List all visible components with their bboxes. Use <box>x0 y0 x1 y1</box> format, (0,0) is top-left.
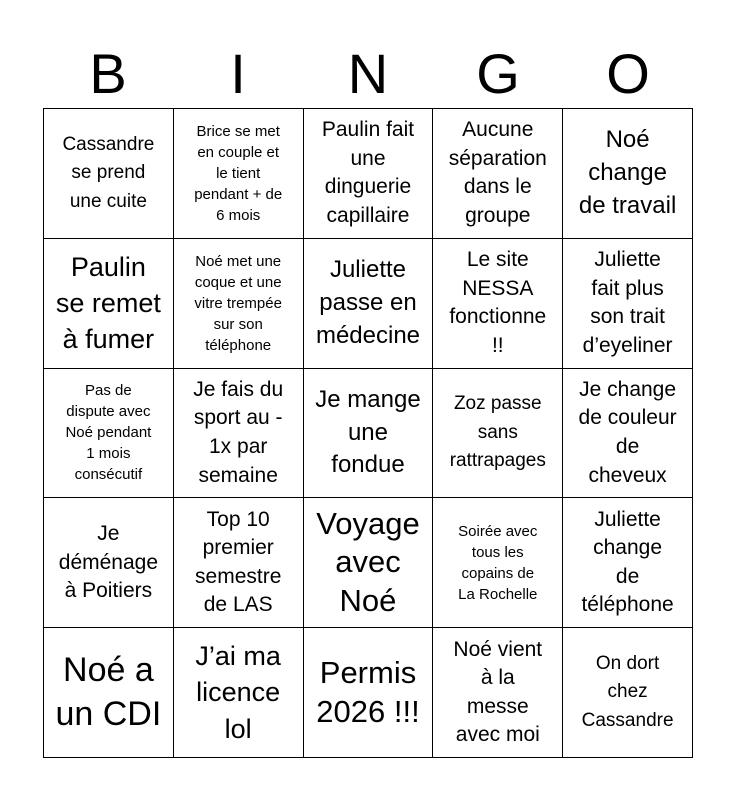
bingo-cell[interactable] <box>304 498 434 628</box>
bingo-cell-label: Juliette change de téléphone <box>581 507 674 617</box>
bingo-cell[interactable] <box>44 109 174 239</box>
bingo-cell[interactable] <box>174 498 304 628</box>
bingo-cell-label: Brice se met en couple et le tient pendant + de 6 mois <box>194 122 283 224</box>
header-letter-o: O <box>606 42 650 105</box>
bingo-cell-label: Je déménage à Poitiers <box>58 521 159 603</box>
bingo-header <box>43 40 693 108</box>
bingo-cell-label: Permis 2026 !!! <box>316 654 420 729</box>
bingo-cell[interactable] <box>44 369 174 499</box>
bingo-cell[interactable] <box>433 369 563 499</box>
bingo-cell-label: J’ai ma licence lol <box>195 640 281 744</box>
bingo-cell[interactable] <box>44 498 174 628</box>
bingo-grid <box>43 108 693 758</box>
bingo-cell[interactable] <box>433 109 563 239</box>
bingo-cell-label: Zoz passe sans rattrapages <box>449 393 546 472</box>
bingo-cell-label: Top 10 premier semestre de LAS <box>195 507 282 617</box>
bingo-cell-label: Pas de dispute avec Noé pendant 1 mois consécutif <box>65 382 152 484</box>
header-letter-b: B <box>89 42 127 105</box>
bingo-cell[interactable] <box>304 109 434 239</box>
bingo-cell[interactable] <box>433 498 563 628</box>
bingo-cell-label: Cassandre se prend une cuite <box>62 133 155 212</box>
bingo-cell-label: Noé change de travail <box>578 126 677 219</box>
bingo-cell[interactable] <box>433 628 563 758</box>
bingo-cell-label: Noé vient à la messe avec moi <box>453 637 543 747</box>
bingo-cell-label: Je mange une fondue <box>315 386 421 479</box>
bingo-cell-label: Soirée avec tous les copains de La Rochelle <box>458 522 538 603</box>
bingo-cell-label: Paulin fait une dinguerie capillaire <box>321 118 415 227</box>
bingo-cell[interactable] <box>174 628 304 758</box>
bingo-cell-label: Je change de couleur de cheveux <box>578 377 677 487</box>
bingo-cell[interactable] <box>563 239 693 369</box>
bingo-cell-label: Je fais du sport au - 1x par semaine <box>193 377 284 487</box>
bingo-cell[interactable] <box>174 239 304 369</box>
bingo-cell[interactable] <box>44 239 174 369</box>
bingo-cell[interactable] <box>304 628 434 758</box>
bingo-cell[interactable] <box>304 239 434 369</box>
bingo-cell[interactable] <box>174 369 304 499</box>
bingo-cell[interactable] <box>563 498 693 628</box>
header-letter-g: G <box>476 42 520 105</box>
bingo-cell-label: Noé a un CDI <box>55 651 162 733</box>
bingo-cell-label: Juliette passe en médecine <box>315 256 421 349</box>
bingo-cell[interactable] <box>563 109 693 239</box>
bingo-cell[interactable] <box>304 369 434 499</box>
bingo-cell-label: On dort chez Cassandre <box>581 652 674 731</box>
bingo-cell[interactable] <box>44 628 174 758</box>
bingo-cell[interactable] <box>433 239 563 369</box>
bingo-cell-label: Paulin se remet à fumer <box>55 251 161 355</box>
bingo-cell[interactable] <box>174 109 304 239</box>
header-letter-n: N <box>347 42 389 105</box>
bingo-cell[interactable] <box>563 369 693 499</box>
bingo-cell[interactable] <box>563 628 693 758</box>
bingo-cell-label: Aucune séparation dans le groupe <box>448 118 547 227</box>
bingo-cell-label: Juliette fait plus son trait d’eyeliner <box>582 248 673 357</box>
bingo-cell-label: Le site NESSA fonctionne !! <box>449 248 547 357</box>
header-letter-i: I <box>230 42 246 105</box>
bingo-cell-label: Voyage avec Noé <box>316 505 420 619</box>
bingo-cell-label: Noé met une coque et une vitre trempée sur son téléphone <box>194 252 282 354</box>
